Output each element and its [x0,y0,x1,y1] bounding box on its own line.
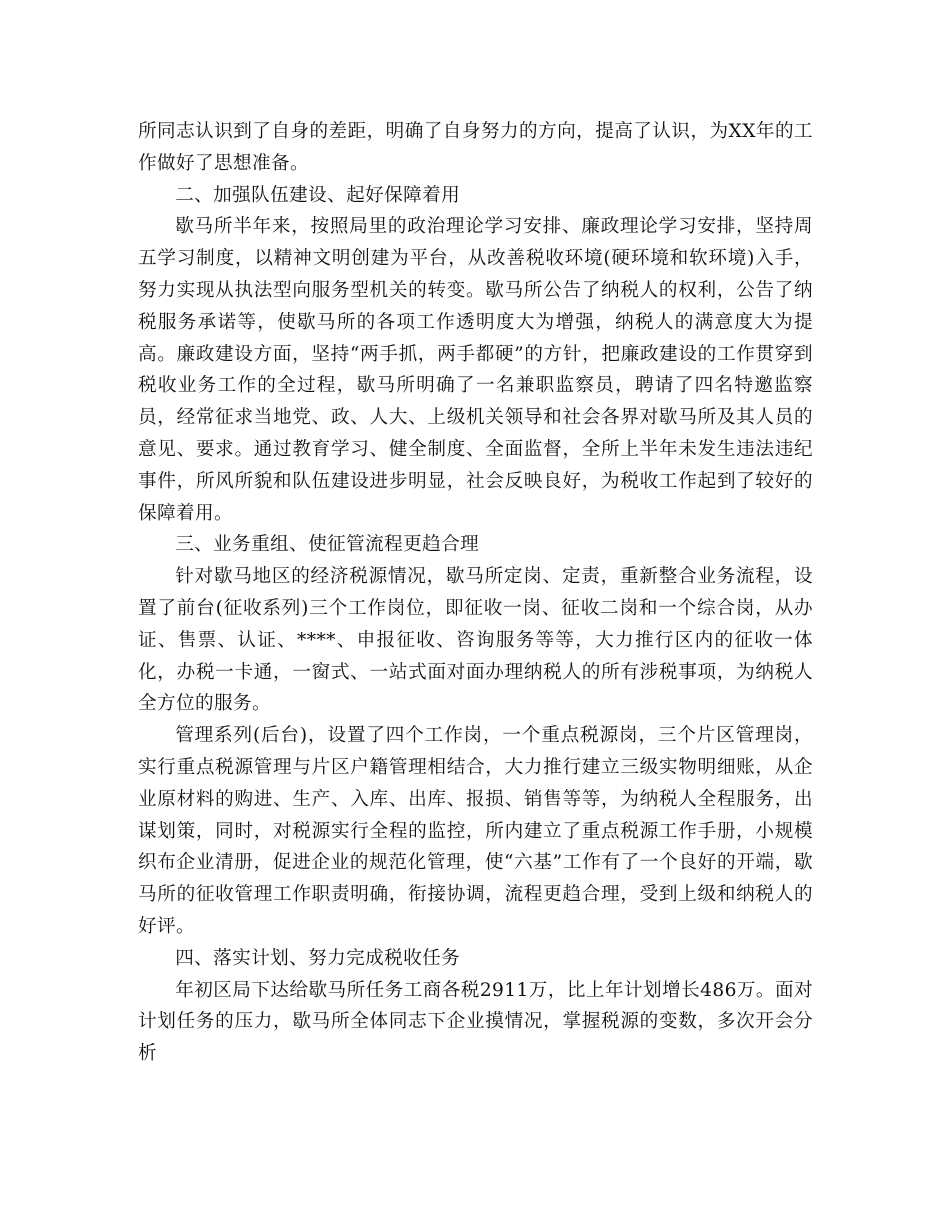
section-heading-4: 四、落实计划、努力完成税收任务 [175,947,461,969]
paragraph-team-building: 歇马所半年来，按照局里的政治理论学习安排、廉政理论学习安排，坚持周五学习制度，以精神文明创建为平台，从改善税收环境(硬环境和软环境)入手，努力实现从执法型向服务型机关的转变。歇马所公告了纳税人的权利，公告了纳税服务承诺等，使歇马所的各项工作透明度大为增强，纳税人的满意度大为提高。廉政建设方面，坚持“两手抓，两手都硬”的方针，把廉政建设的工作贯穿到税收业务工作的全过程，歇马所明确了一名兼职监察员，聘请了四名特邀监察员，经常征求当地党、政、人大、上级机关领导和社会各界对歇马所及其人员的意见、要求。通过教育学习、健全制度、全面监督，全所上半年未发生违法违纪事件，所风所貌和队伍建设进步明显，社会反映良好，为税收工作起到了较好的保障着用。 [138,216,813,524]
paragraph-back-office: 管理系列(后台)，设置了四个工作岗，一个重点税源岗，三个片区管理岗，实行重点税源管理与片区户籍管理相结合，大力推行建立三级实物明细账，从企业原材料的购进、生产、入库、出库、报损、销售等等，为纳税人全程服务，出谋划策，同时，对税源实行全程的监控，所内建立了重点税源工作手册，小规模织布企业清册，促进企业的规范化管理，使“六基”工作有了一个良好的开端，歇马所的征收管理工作职责明确，衔接协调，流程更趋合理，受到上级和纳税人的好评。 [138,725,813,937]
paragraph-front-desk: 针对歇马地区的经济税源情况，歇马所定岗、定责，重新整合业务流程，设置了前台(征收系列)三个工作岗位，即征收一岗、征收二岗和一个综合岗，从办证、售票、认证、****、申报征收、咨询服务等等，大力推行区内的征收一体化，办税一卡通，一窗式、一站式面对面办理纳税人的所有涉税事项，为纳税人全方位的服务。 [138,566,813,715]
section-heading-3: 三、业务重组、使征管流程更趋合理 [175,534,480,556]
paragraph-continuation: 所同志认识到了自身的差距，明确了自身努力的方向，提高了认识，为XX年的工作做好了思想准备。 [138,121,813,174]
section-heading-2: 二、加强队伍建设、起好保障着用 [175,184,461,206]
document-body [138,116,813,1070]
paragraph-tax-task: 年初区局下达给歇马所任务工商各税2911万，比上年计划增长486万。面对计划任务的压力，歇马所全体同志下企业摸情况，掌握税源的变数，多次开会分析 [138,979,813,1065]
